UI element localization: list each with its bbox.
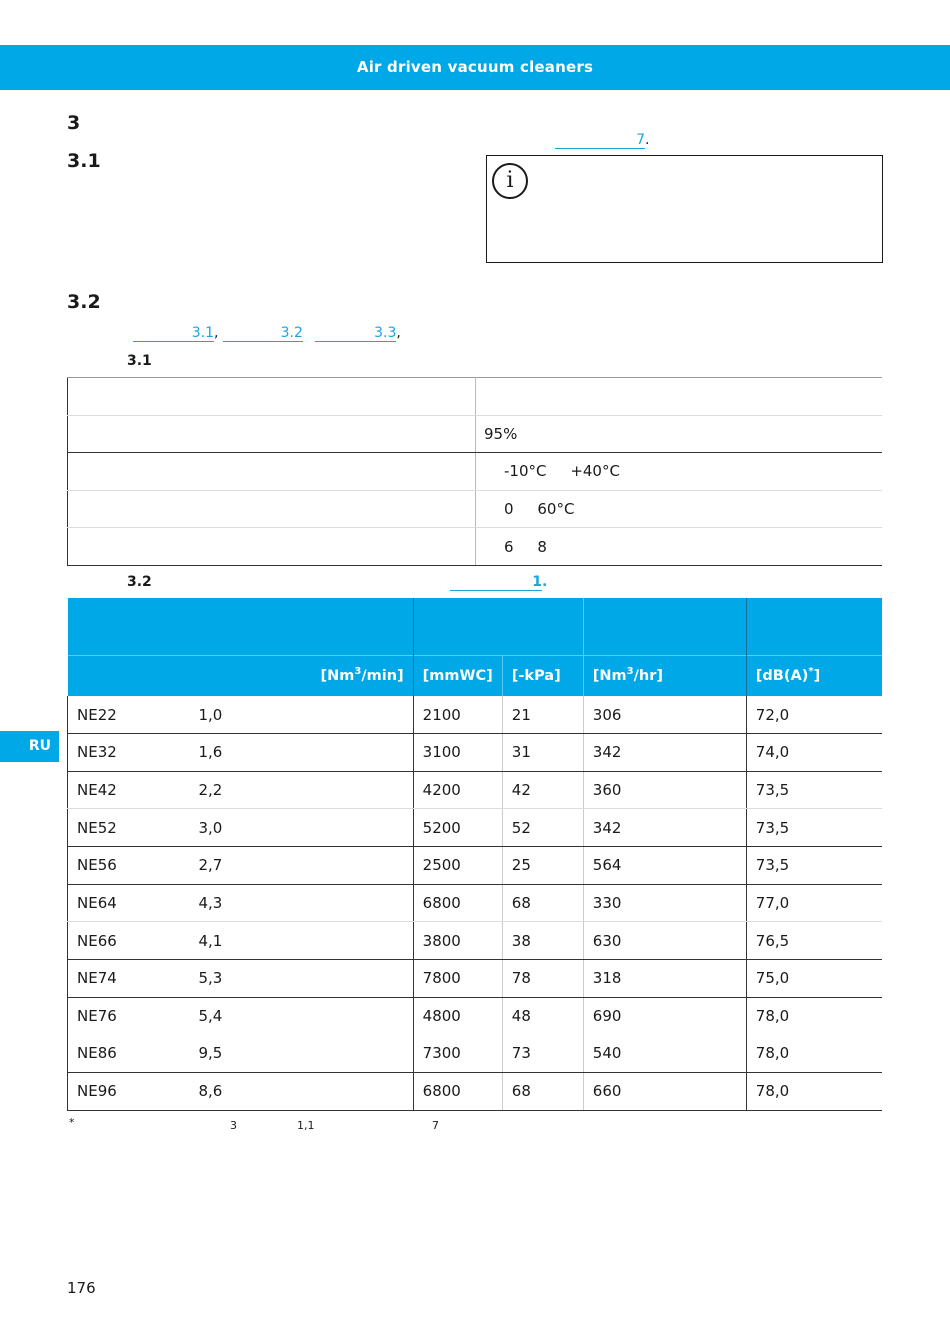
table-row (68, 415, 883, 453)
mmwc-cell: 2100 (413, 696, 502, 734)
condition-label (68, 415, 476, 453)
table-row (68, 771, 883, 809)
air-flow-cell: 9,5 (190, 1035, 414, 1073)
header-air-consumption (190, 598, 414, 655)
model-cell: NE52 (68, 809, 190, 847)
dba-cell: 77,0 (746, 884, 882, 922)
mmwc-cell: 6800 (413, 1072, 502, 1110)
document-title: Air driven vacuum cleaners (356, 58, 594, 76)
mmwc-cell: 3100 (413, 734, 502, 772)
air-flow-cell: 2,7 (190, 847, 414, 885)
nm3hr-cell: 564 (583, 847, 746, 885)
table-3-2-reference (450, 574, 547, 591)
table-3-3-link[interactable]: 3.3 (315, 325, 396, 342)
model-cell: NE64 (68, 884, 190, 922)
model-cell: NE74 (68, 959, 190, 997)
dba-cell: 78,0 (746, 1035, 882, 1073)
dba-cell: 72,0 (746, 696, 882, 734)
model-cell: NE86 (68, 1035, 190, 1073)
chapter-7-link[interactable]: 7 (555, 132, 645, 149)
language-tab: RU (0, 731, 59, 762)
header-vacuum (413, 598, 583, 655)
table-row (68, 922, 883, 960)
footnote-value-1: 3 (230, 1119, 237, 1132)
dba-cell: 78,0 (746, 1072, 882, 1110)
table-row (68, 490, 883, 528)
table-references-line (133, 325, 401, 342)
footnote-value-2: 1,1 (297, 1119, 315, 1132)
mmwc-cell: 3800 (413, 922, 502, 960)
condition-label (68, 453, 476, 491)
model-cell: NE66 (68, 922, 190, 960)
section-heading-3-2: 3.2 (67, 291, 101, 313)
model-cell: NE56 (68, 847, 190, 885)
page-number: 176 (67, 1279, 96, 1297)
table-row (68, 528, 883, 566)
dba-cell: 78,0 (755, 1007, 790, 1026)
condition-value (476, 378, 883, 416)
table-row (68, 884, 883, 922)
kpa-cell: 38 (502, 922, 583, 960)
air-flow-cell: 5,3 (190, 959, 414, 997)
nm3hr-cell: 318 (583, 959, 746, 997)
figure-reference-tail: . (542, 574, 548, 590)
model-cell: NE42 (68, 771, 190, 809)
table-row (68, 997, 883, 1035)
air-flow-cell: 4,3 (190, 884, 414, 922)
table-row (68, 1072, 883, 1110)
kpa-cell: 42 (502, 771, 583, 809)
table-row (68, 453, 883, 491)
model-cell: NE22 (68, 696, 190, 734)
dba-cell: 74,0 (746, 734, 882, 772)
air-flow-cell: 4,1 (190, 922, 414, 960)
nm3hr-cell: 540 (583, 1035, 746, 1073)
header-model (68, 598, 190, 655)
table-3-1-link[interactable]: 3.1 (133, 325, 214, 342)
info-icon: i (492, 163, 528, 199)
nm3hr-cell: 306 (583, 696, 746, 734)
page-header-band (0, 45, 950, 90)
header-suction-flow (583, 598, 746, 655)
dba-cell: 73,5 (746, 847, 882, 885)
section-heading-3: 3 (67, 112, 81, 134)
air-flow-cell: 1,6 (190, 734, 414, 772)
table-row (68, 959, 883, 997)
kpa-cell: 31 (502, 734, 583, 772)
table-3-2-caption: 3.2 (127, 574, 152, 590)
mmwc-cell: 7300 (413, 1035, 502, 1073)
table-row (68, 734, 883, 772)
kpa-cell: 78 (502, 959, 583, 997)
table-row (68, 378, 883, 416)
figure-1-link[interactable]: 1 (450, 574, 542, 591)
info-reference (555, 132, 649, 149)
technical-data-table (67, 598, 882, 1111)
table-row (68, 1035, 883, 1073)
table-header-row (68, 598, 883, 655)
kpa-cell: 48 (502, 997, 583, 1035)
table-3-1-caption: 3.1 (127, 353, 152, 369)
model-cell: NE96 (68, 1072, 190, 1110)
condition-value: -10°C +40°C (476, 453, 883, 491)
table-row (68, 847, 883, 885)
unit-kpa: [-kPa] (502, 655, 583, 696)
nm3hr-cell: 690 (583, 997, 746, 1035)
unit-nm3-hr: [Nm$^3$/hr] (583, 655, 746, 696)
air-flow-cell: 5,4 (190, 997, 414, 1035)
dba-cell: 73,5 (746, 809, 882, 847)
refs-separator-3: , (396, 325, 401, 341)
model-cell: NE32 (68, 734, 190, 772)
model-cell: NE76 (68, 997, 190, 1035)
condition-value: 95% (476, 415, 883, 453)
dba-cell: 73,5 (746, 771, 882, 809)
nm3hr-cell: 630 (583, 922, 746, 960)
dba-cell: 75,0 (746, 959, 882, 997)
condition-value: 0 60°C (476, 490, 883, 528)
table-header-units-row (68, 655, 883, 696)
condition-label (68, 378, 476, 416)
kpa-cell: 21 (502, 696, 583, 734)
unit-air-flow: [Nm$^3$/min] (190, 655, 414, 696)
info-note-box (486, 155, 883, 263)
mmwc-cell: 4800 (413, 997, 502, 1035)
nm3hr-cell: 360 (583, 771, 746, 809)
footnote-value-3: 7 (432, 1119, 439, 1132)
unit-dba: [dB(A)*] (746, 655, 882, 696)
kpa-cell: 25 (502, 847, 583, 885)
condition-label (68, 528, 476, 566)
table-row (68, 809, 883, 847)
nm3hr-cell: 330 (583, 884, 746, 922)
footnote-marker: * (69, 1116, 75, 1129)
nm3hr-cell: 342 (583, 734, 746, 772)
dba-cell: 76,5 (746, 922, 882, 960)
condition-label (68, 490, 476, 528)
air-flow-cell: 8,6 (190, 1072, 414, 1110)
kpa-cell: 68 (502, 884, 583, 922)
mmwc-cell: 2500 (413, 847, 502, 885)
air-flow-cell: 1,0 (190, 696, 414, 734)
kpa-cell: 73 (502, 1035, 583, 1073)
operating-conditions-table (67, 377, 882, 566)
condition-value: 6 8 (476, 528, 883, 566)
air-flow-cell: 3,0 (190, 809, 414, 847)
mmwc-cell: 4200 (413, 771, 502, 809)
unit-mmwc: [mmWC] (413, 655, 502, 696)
header-noise-level (746, 598, 882, 655)
kpa-cell: 52 (502, 809, 583, 847)
nm3hr-cell: 342 (583, 809, 746, 847)
mmwc-cell: 5200 (413, 809, 502, 847)
mmwc-cell: 7800 (413, 959, 502, 997)
table-3-2-link[interactable]: 3.2 (223, 325, 303, 342)
table-row (68, 696, 883, 734)
mmwc-cell: 6800 (413, 884, 502, 922)
section-heading-3-1: 3.1 (67, 150, 101, 172)
refs-separator-1: , (214, 325, 219, 341)
air-flow-cell: 2,2 (190, 771, 414, 809)
info-reference-tail: . (645, 132, 650, 148)
unit-model (68, 655, 190, 696)
kpa-cell: 68 (502, 1072, 583, 1110)
nm3hr-cell: 660 (583, 1072, 746, 1110)
